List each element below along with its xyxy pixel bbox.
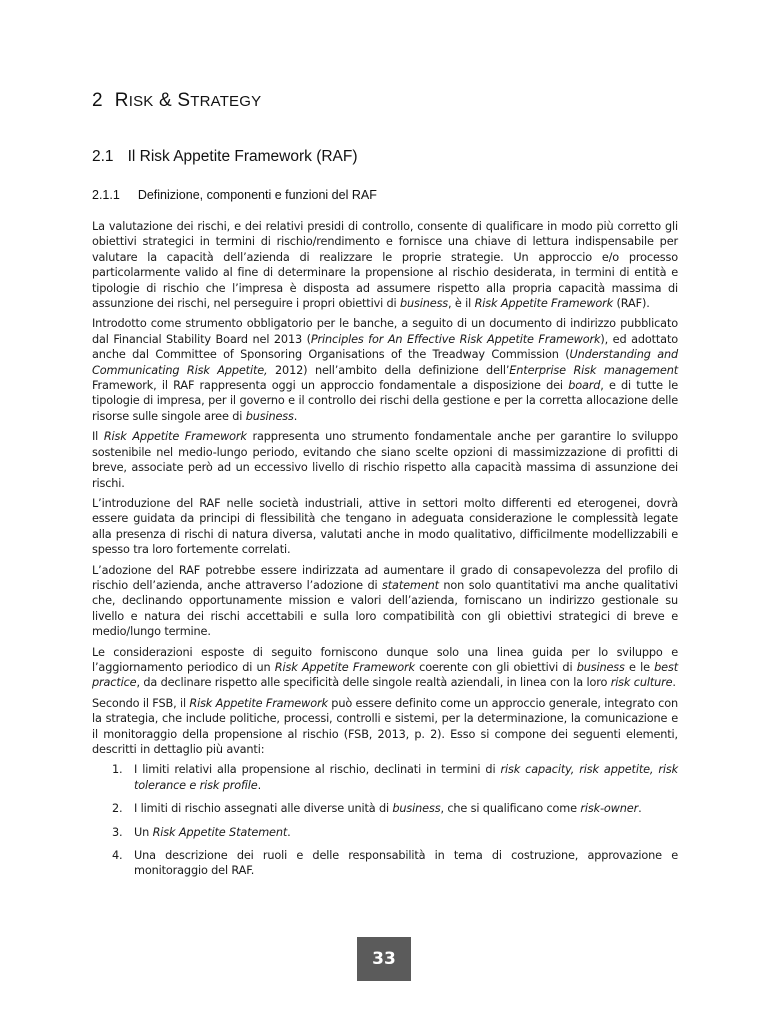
list-item: 4. Una descrizione dei ruoli e delle responsabilità in tema di costruzione, approvazione e monitoraggio del RAF. [112,849,678,878]
section-number: 2.1 [92,148,114,165]
list-number: 3. [112,825,123,839]
paragraph: Secondo il FSB, il Risk Appetite Framework può essere definito come un approccio generale, integrato con la strategia, che include politiche, processi, controlli e sistemi, per la determinazione, la comunicazione e il monitoraggio della propensione al rischio (FSB, 2013, p. 2). Esso si compone dei seguenti elementi, descritti in dettaglio più avanti: [92,696,678,756]
numbered-list [92,762,678,878]
list-item: 2. I limiti di rischio assegnati alle diverse unità di business, che si qualificano come risk-owner. [112,802,642,816]
subsection-title: Definizione, componenti e funzioni del RAF [137,188,377,202]
list-number: 1. [112,763,123,777]
list-number: 2. [112,802,123,816]
paragraph: Le considerazioni esposte di seguito forniscono dunque solo una linea guida per lo sviluppo e l’aggiornamento periodico di un Risk Appetite Framework coerente con gli obiettivi di business e le best practice, da declinare rispetto alle specificità delle singole realtà aziendali, in linea con la loro risk culture. [92,645,678,690]
list-item: 1. I limiti relativi alla propensione al rischio, declinati in termini di risk capacity, risk appetite, risk tolerance e risk profile. [112,763,678,792]
section-heading [92,148,358,166]
paragraph: L’adozione del RAF potrebbe essere indirizzata ad aumentare il grado di consapevolezza del profilo di rischio dell’azienda, anche attraverso l’adozione di statement non solo quantitativi ma anche qualitativi che, declinando opportunamente mission e valori dell’azienda, forniscano un indirizzo gestionale su livello e natura dei rischi accettabili e sulla loro compatibilità con gli obiettivi strategici di breve e medio/lungo termine. [92,563,678,639]
page-number-badge: 33 [357,937,411,981]
chapter-number: 2 [92,90,103,111]
body-text [92,219,678,887]
list-item: 3. Un Risk Appetite Statement. [112,825,291,839]
chapter-heading: 2 RISK & STRATEGY [92,90,262,111]
paragraph: L’introduzione del RAF nelle società industriali, attive in settori molto differenti ed eterogenei, dovrà essere guidata da principi di flessibilità che tengano in adeguata considerazione le complessità legate alla presenza di rischi di natura diversa, valutati anche in modo qualitativo, difficilmente modellizzabili e spesso tra loro fortemente correlati. [92,496,678,557]
paragraph: Il Risk Appetite Framework rappresenta uno strumento fondamentale anche per garantire lo sviluppo sostenibile nel medio-lungo periodo, evitando che siano scelte opzioni di massimizzazione di profitti di breve, associate però ad un eccessivo livello di rischio rispetto alla capacità massima di assunzione dei rischi. [92,430,678,490]
section-title: Il Risk Appetite Framework (RAF) [127,148,358,165]
subsection-heading [92,188,377,202]
paragraph: La valutazione dei rischi, e dei relativi presidi di controllo, consente di qualificare in modo più corretto gli obiettivi strategici in termini di rischio/rendimento e fornisce una chiave di lettura indispensabile per valutare la capacità dell’azienda di realizzare le proprie strategie. Un approccio e/o processo particolarmente valido al fine di determinare la propensione al rischio desiderata, in termini di entità e tipologie di rischio che l’impresa è disposta ad assumere rispetto alla propria capacità massima di assunzione dei rischi, nel perseguire i propri obiettivi di business, è il Risk Appetite Framework (RAF). [92,220,678,311]
paragraph: Introdotto come strumento obbligatorio per le banche, a seguito di un documento di indirizzo pubblicato dal Financial Stability Board nel 2013 (Principles for An Effective Risk Appetite Framework), ed adottato anche dal Committee of Sponsoring Organisations of the Treadway Commission (Understanding and Communicating Risk Appetite, 2012) nell’ambito della definizione dell’Enterprise Risk management Framework, il RAF rappresenta oggi un approccio fondamentale a disposizione dei board, e di tutte le tipologie di impresa, per il governo e il controllo dei rischi della gestione e per la corretta allocazione delle risorse sulle singole aree di business. [92,317,679,423]
subsection-number: 2.1.1 [92,188,120,202]
list-number: 4. [112,849,123,863]
